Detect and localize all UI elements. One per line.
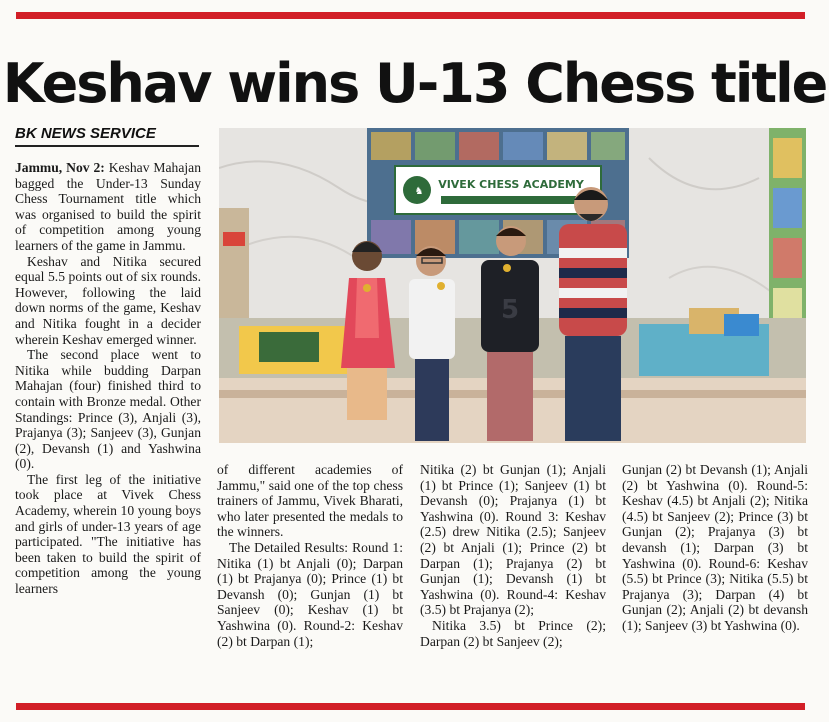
paragraph: Keshav and Nitika secured equal 5.5 points out of six rounds. However, following the laid down norms of the game, Keshav and Nitika fought in a decider wherein Keshav emerged winner. <box>15 253 201 347</box>
article-column-4 <box>622 462 808 634</box>
headline: Keshav wins U-13 Chess title <box>2 52 827 115</box>
news-photo <box>219 128 806 443</box>
paragraph: Gunjan (2) bt Devansh (1); Anjali (2) bt Yashwina (0). Round-5: Keshav (4.5) bt Anjali (2); Nitika (4.5) bt Sanjeev (2); Prince (3) bt Gunjan (2); Prajanya (3) bt devansh (1); Darpan (3) bt Yashwina (0). Round-6: Keshav (5.5) bt Prince (3); Nitika (5.5) bt Prajanya (3); Darpan (4) bt Gunjan (2); Anjali (2) bt devansh (1); Sanjeev (3) bt Yashwina (0). <box>622 462 808 633</box>
coach-figure <box>559 187 627 441</box>
paragraph: of different academies of Jammu," said one of the top chess trainers of Jammu, Vivek Bharati, who later presented the medals to the winners. <box>217 462 403 540</box>
article-column-2 <box>217 462 403 649</box>
article-column-3 <box>420 462 606 649</box>
banner-text: VIVEK CHESS ACADEMY <box>438 178 584 191</box>
paragraph: The Detailed Results: Round 1: Nitika (1) bt Anjali (0); Darpan (1) bt Prajanya (0); Prince (1) bt Devansh (0); Gunjan (1) bt Sanjeev (0); Keshav (1) bt Yashwina (0). Round-2: Keshav (2) bt Darpan (1); <box>217 539 403 649</box>
paragraph <box>15 160 201 254</box>
photo-illustration <box>219 128 806 443</box>
dateline: Jammu, Nov 2: <box>15 160 105 175</box>
tshirt-number: 5 <box>500 295 520 325</box>
top-red-rule <box>16 12 805 19</box>
paragraph: The second place went to Nitika while budding Darpan Mahajan (four) finished third to contain with Bronze medal. Other Standings: Prince (3), Anjali (3), Prajanya (3); Sanjeev (3), Gunjan (2), Devansh (1) and Yashwina (0). <box>15 347 201 472</box>
bottom-red-rule <box>16 703 805 710</box>
paragraph: Nitika 3.5) bt Prince (2); Darpan (2) bt Sanjeev (2); <box>420 617 606 649</box>
paragraph: The first leg of the initiative took place at Vivek Chess Academy, wherein 10 young boys and girls of under-13 years of age participated. "The initiative has been taken to build the spirit of competition among the young learners <box>15 471 201 597</box>
paragraph: Nitika (2) bt Gunjan (1); Anjali (1) bt Prince (1); Sanjeev (1) bt Devansh (0); Prajanya (1) bt Yashwina (0). Round 3: Keshav (2.5) drew Nitika (2.5); Sanjeev (2) bt Anjali (1); Prince (2) bt Darpan (1); Prajanya (2) bt Gunjan (1); Devansh (1) bt Yashwina (0). Round-4: Keshav (3.5) bt Prajanya (2); <box>420 462 606 618</box>
byline: BK NEWS SERVICE <box>15 125 199 147</box>
paragraph-text: Keshav Mahajan bagged the Under-13 Sunday Chess Tournament title which was organised to build the spirit of competition among young learners of the game in Jammu. <box>15 160 201 253</box>
article-column-1 <box>15 160 201 597</box>
svg-text:♞: ♞ <box>414 186 424 197</box>
